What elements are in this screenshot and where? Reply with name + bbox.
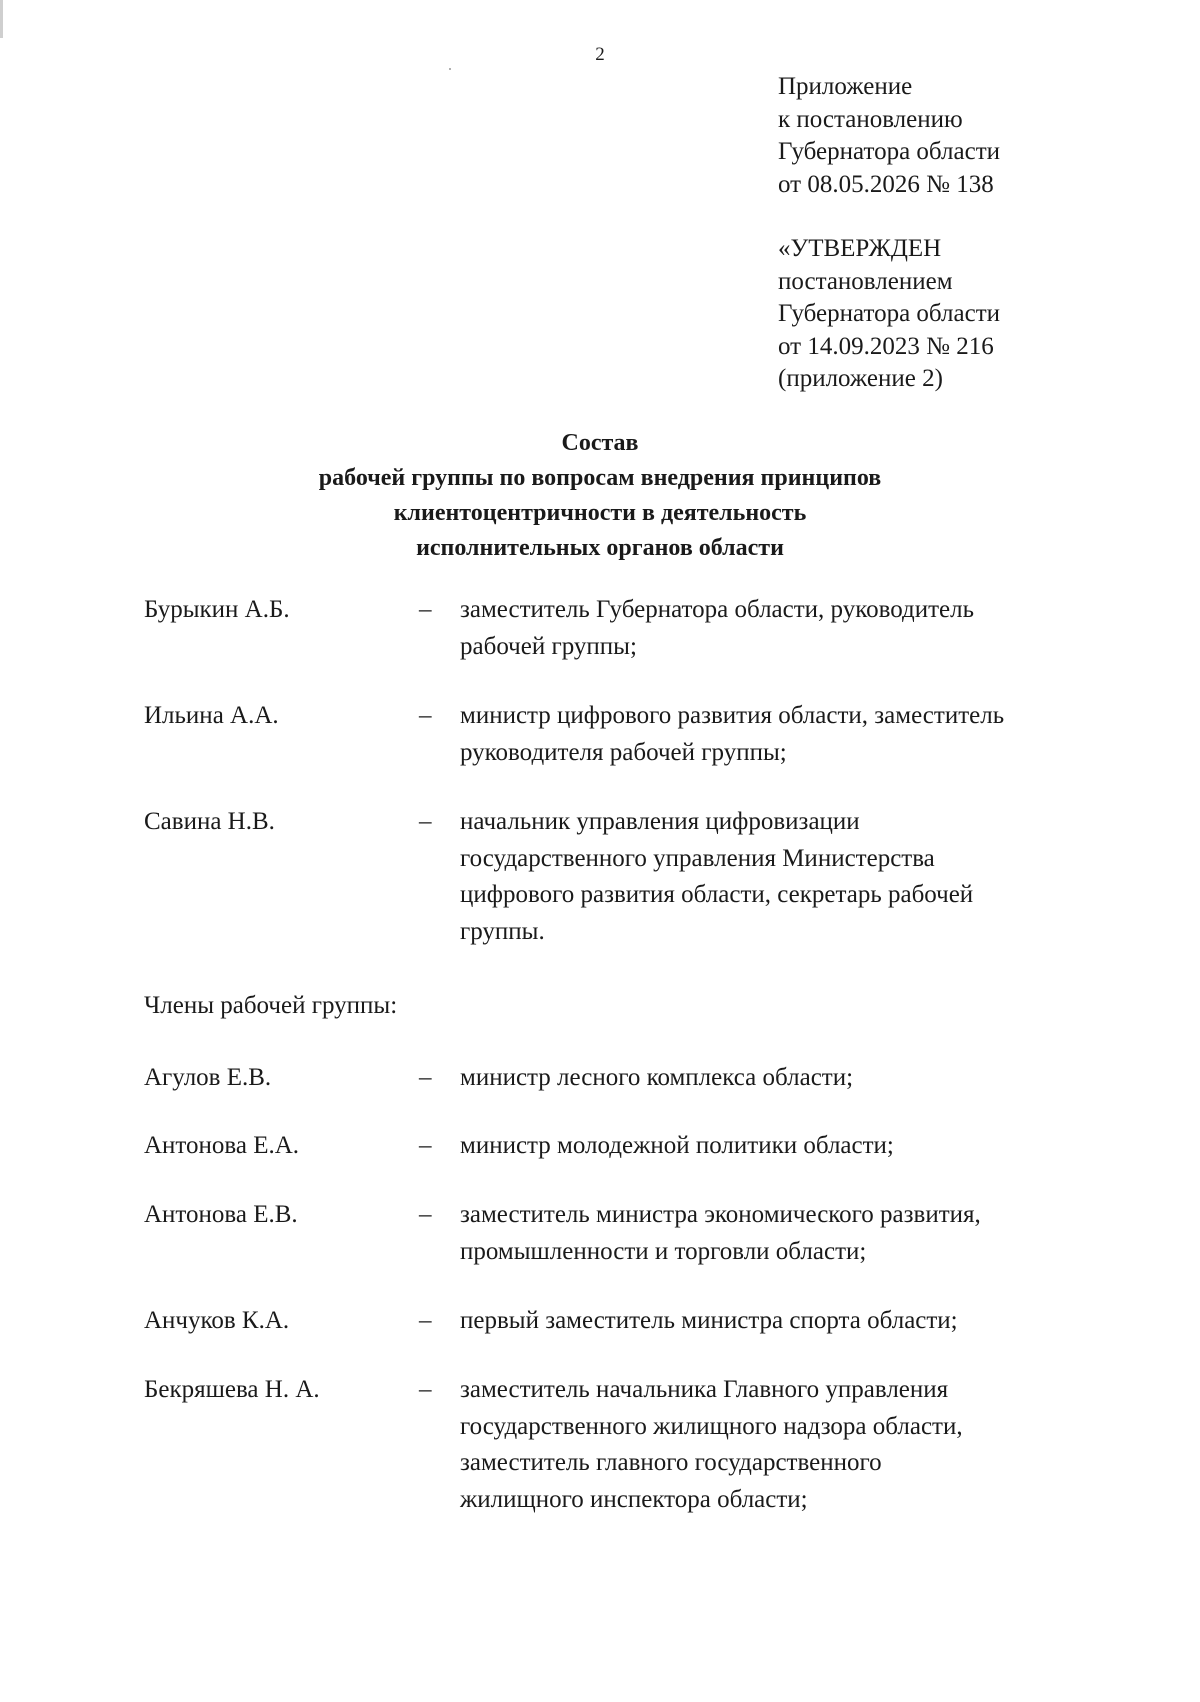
role-line: жилищного инспектора области; (460, 1485, 808, 1513)
member-name: Агулов Е.В. (144, 1064, 272, 1091)
dash-separator: – (419, 596, 432, 623)
scan-edge-mark (0, 0, 3, 38)
dash-separator: – (419, 1201, 432, 1228)
approval-line: (приложение 2) (778, 365, 943, 392)
role-line: министр лесного комплекса области; (460, 1064, 854, 1091)
role-line: руководителя рабочей группы; (460, 738, 787, 766)
dash-separator: – (419, 1132, 432, 1159)
approval-line: от 14.09.2023 № 216 (778, 332, 994, 360)
member-name: Антонова Е.А. (144, 1132, 300, 1159)
appendix-header (778, 71, 1178, 201)
member-name: Антонова Е.В. (144, 1201, 298, 1228)
appendix-line: Губернатора области (778, 138, 1000, 165)
appendix-line: от 08.05.2026 № 138 (778, 170, 994, 198)
member-role (460, 1197, 981, 1270)
member-role (460, 1128, 894, 1165)
member-name: Бекряшева Н. А. (144, 1376, 320, 1403)
document-title (0, 426, 1200, 566)
role-line: заместитель начальника Главного управления (460, 1376, 949, 1403)
member-name: Ильина А.А. (144, 702, 279, 729)
role-line: министр молодежной политики области; (460, 1132, 894, 1159)
role-line: промышленности и торговли области; (460, 1237, 867, 1265)
title-line: рабочей группы по вопросам внедрения принципов (318, 465, 882, 491)
member-name: Бурыкин А.Б. (144, 596, 290, 623)
role-line: рабочей группы; (460, 632, 637, 660)
member-role (460, 1303, 958, 1340)
approval-header (778, 233, 1178, 396)
dash-separator: – (419, 1376, 432, 1403)
member-name: Савина Н.В. (144, 808, 275, 835)
dash-separator: – (419, 702, 432, 729)
page-number: 2 (595, 44, 605, 65)
role-line: министр цифрового развития области, заместитель (460, 702, 1005, 729)
member-name: Анчуков К.А. (144, 1307, 290, 1334)
appendix-line: Приложение (778, 73, 913, 100)
member-role (460, 1060, 853, 1097)
dash-separator: – (419, 1307, 432, 1334)
appendix-line: к постановлению (778, 105, 963, 133)
dash-separator: – (419, 1064, 432, 1091)
role-line: заместитель главного государственного (460, 1449, 882, 1476)
member-role (460, 698, 1004, 771)
approval-line: Губернатора области (778, 300, 1000, 327)
title-line: Состав (561, 430, 639, 456)
approval-line: «УТВЕРЖДЕН (778, 235, 942, 262)
role-line: группы. (460, 917, 545, 945)
role-line: заместитель министра экономического развития, (460, 1201, 981, 1228)
member-role (460, 1372, 963, 1518)
role-line: государственного управления Министерства (460, 844, 935, 872)
role-line: начальник управления цифровизации (460, 808, 860, 835)
dash-separator: – (419, 808, 432, 835)
role-line: государственного жилищного надзора области, (460, 1412, 963, 1440)
scan-speck (449, 68, 451, 70)
role-line: заместитель Губернатора области, руководитель (460, 596, 975, 623)
role-line: цифрового развития области, секретарь рабочей (460, 881, 974, 908)
member-role (460, 592, 974, 665)
role-line: первый заместитель министра спорта области; (460, 1307, 958, 1334)
members-heading: Члены рабочей группы: (144, 992, 398, 1019)
title-line: клиентоцентричности в деятельность (393, 500, 807, 526)
member-role (460, 804, 973, 950)
title-line: исполнительных органов области (416, 535, 784, 561)
approval-line: постановлением (778, 267, 953, 295)
